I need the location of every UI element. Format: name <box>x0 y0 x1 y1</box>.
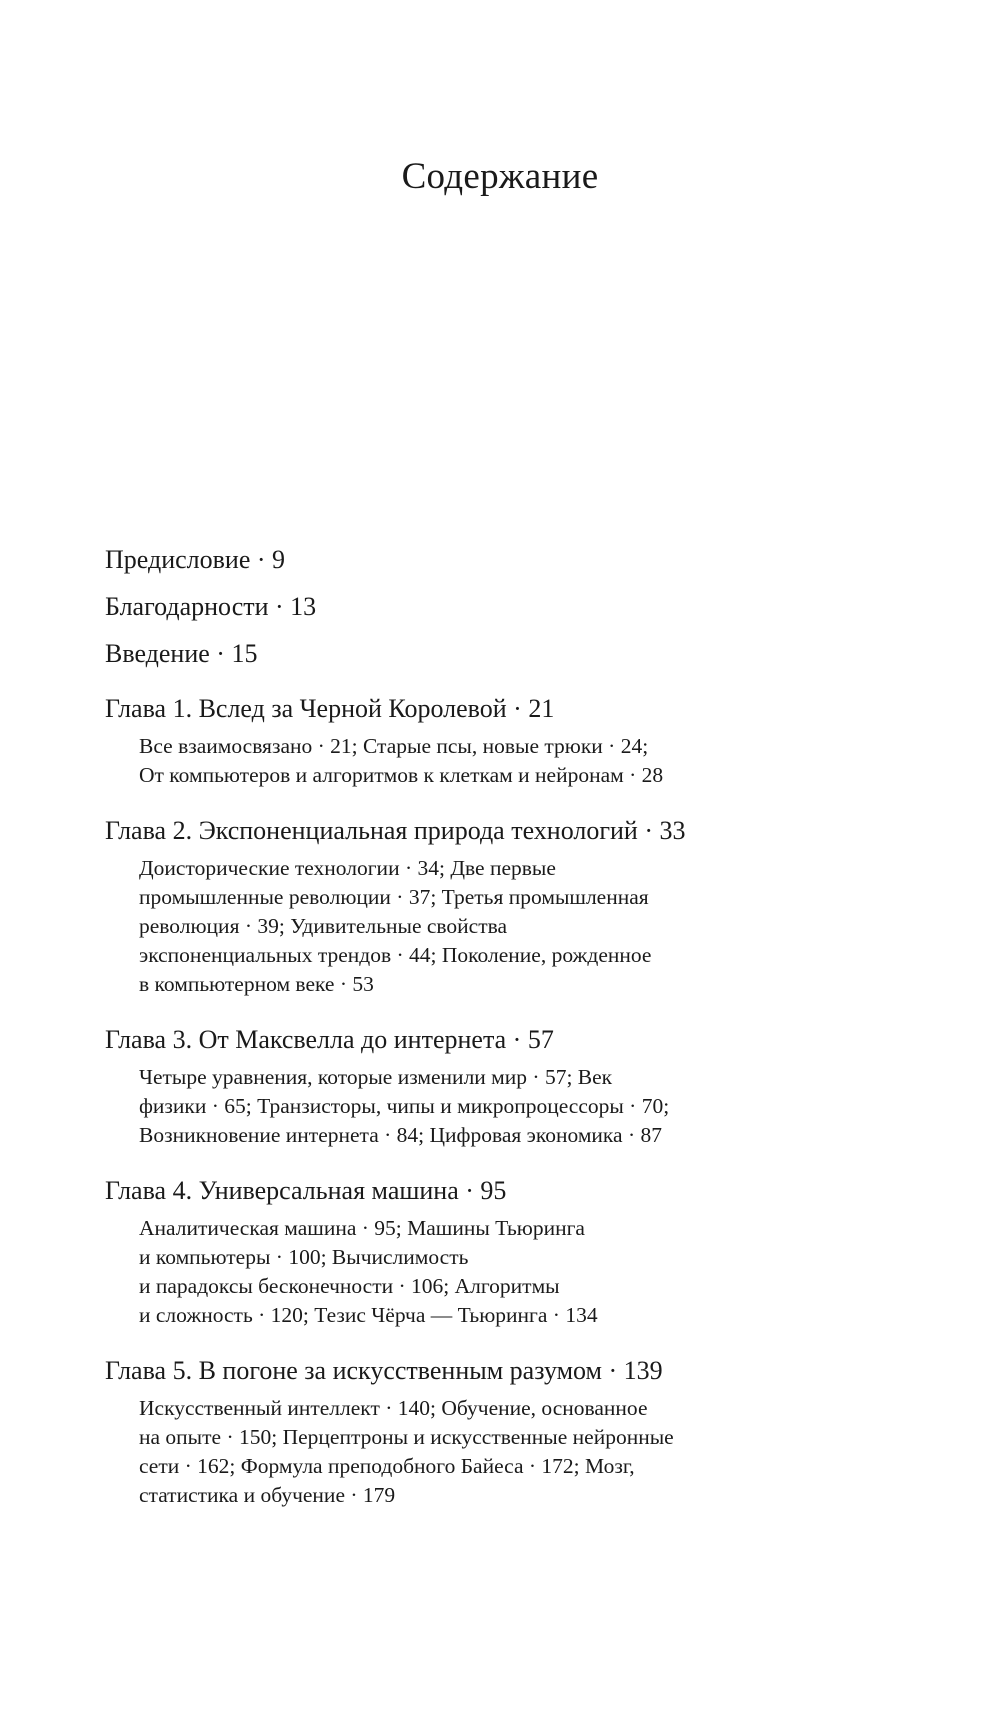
section-line: в компьютерном веке · 53 <box>139 972 374 996</box>
toc-item-preface: Предисловие · 9 <box>105 545 286 574</box>
section-line: статистика и обучение · 179 <box>139 1483 396 1507</box>
chapter-sections <box>105 854 905 999</box>
toc-chapter-3 <box>105 1025 905 1150</box>
page-title: Содержание <box>401 156 599 197</box>
chapter-title: Глава 4. Универсальная машина · 95 <box>105 1176 507 1205</box>
toc-chapter-4 <box>105 1176 905 1330</box>
section-line: Искусственный интеллект · 140; Обучение, основанное <box>139 1396 648 1420</box>
chapter-sections <box>105 732 905 790</box>
section-line: и сложность · 120; Тезис Чёрча — Тьюринга · 134 <box>139 1303 598 1327</box>
toc-chapter-1 <box>105 694 905 790</box>
section-line: революция · 39; Удивительные свойства <box>139 914 508 938</box>
section-line: Все взаимосвязано · 21; Старые псы, новые трюки · 24; <box>139 734 649 758</box>
chapter-title: Глава 5. В погоне за искусственным разумом · 139 <box>105 1356 663 1385</box>
section-line: экспоненциальных трендов · 44; Поколение, рожденное <box>139 943 652 967</box>
section-line: промышленные революции · 37; Третья промышленная <box>139 885 649 909</box>
section-line: Доисторические технологии · 34; Две первые <box>139 856 556 880</box>
section-line: От компьютеров и алгоритмов к клеткам и нейронам · 28 <box>139 763 664 787</box>
section-line: Четыре уравнения, которые изменили мир · 57; Век <box>139 1065 613 1089</box>
section-line: физики · 65; Транзисторы, чипы и микропроцессоры · 70; <box>139 1094 670 1118</box>
chapter-title: Глава 3. От Максвелла до интернета · 57 <box>105 1025 554 1054</box>
toc-chapter-2 <box>105 816 905 999</box>
section-line: на опыте · 150; Перцептроны и искусственные нейронные <box>139 1425 674 1449</box>
section-line: Возникновение интернета · 84; Цифровая экономика · 87 <box>139 1123 663 1147</box>
chapter-sections <box>105 1063 905 1150</box>
chapter-title: Глава 2. Экспоненциальная природа технологий · 33 <box>105 816 686 845</box>
section-line: и парадоксы бесконечности · 106; Алгоритмы <box>139 1274 560 1298</box>
section-line: и компьютеры · 100; Вычислимость <box>139 1245 469 1269</box>
section-line: Аналитическая машина · 95; Машины Тьюринга <box>139 1216 585 1240</box>
toc-item-acknowledgements: Благодарности · 13 <box>105 592 317 621</box>
chapter-sections <box>105 1394 905 1510</box>
toc-item-introduction: Введение · 15 <box>105 639 258 668</box>
chapter-title: Глава 1. Вслед за Черной Королевой · 21 <box>105 694 555 723</box>
chapter-sections <box>105 1214 905 1330</box>
table-of-contents <box>105 545 905 1536</box>
section-line: сети · 162; Формула преподобного Байеса · 172; Мозг, <box>139 1454 635 1478</box>
toc-chapter-5 <box>105 1356 905 1510</box>
